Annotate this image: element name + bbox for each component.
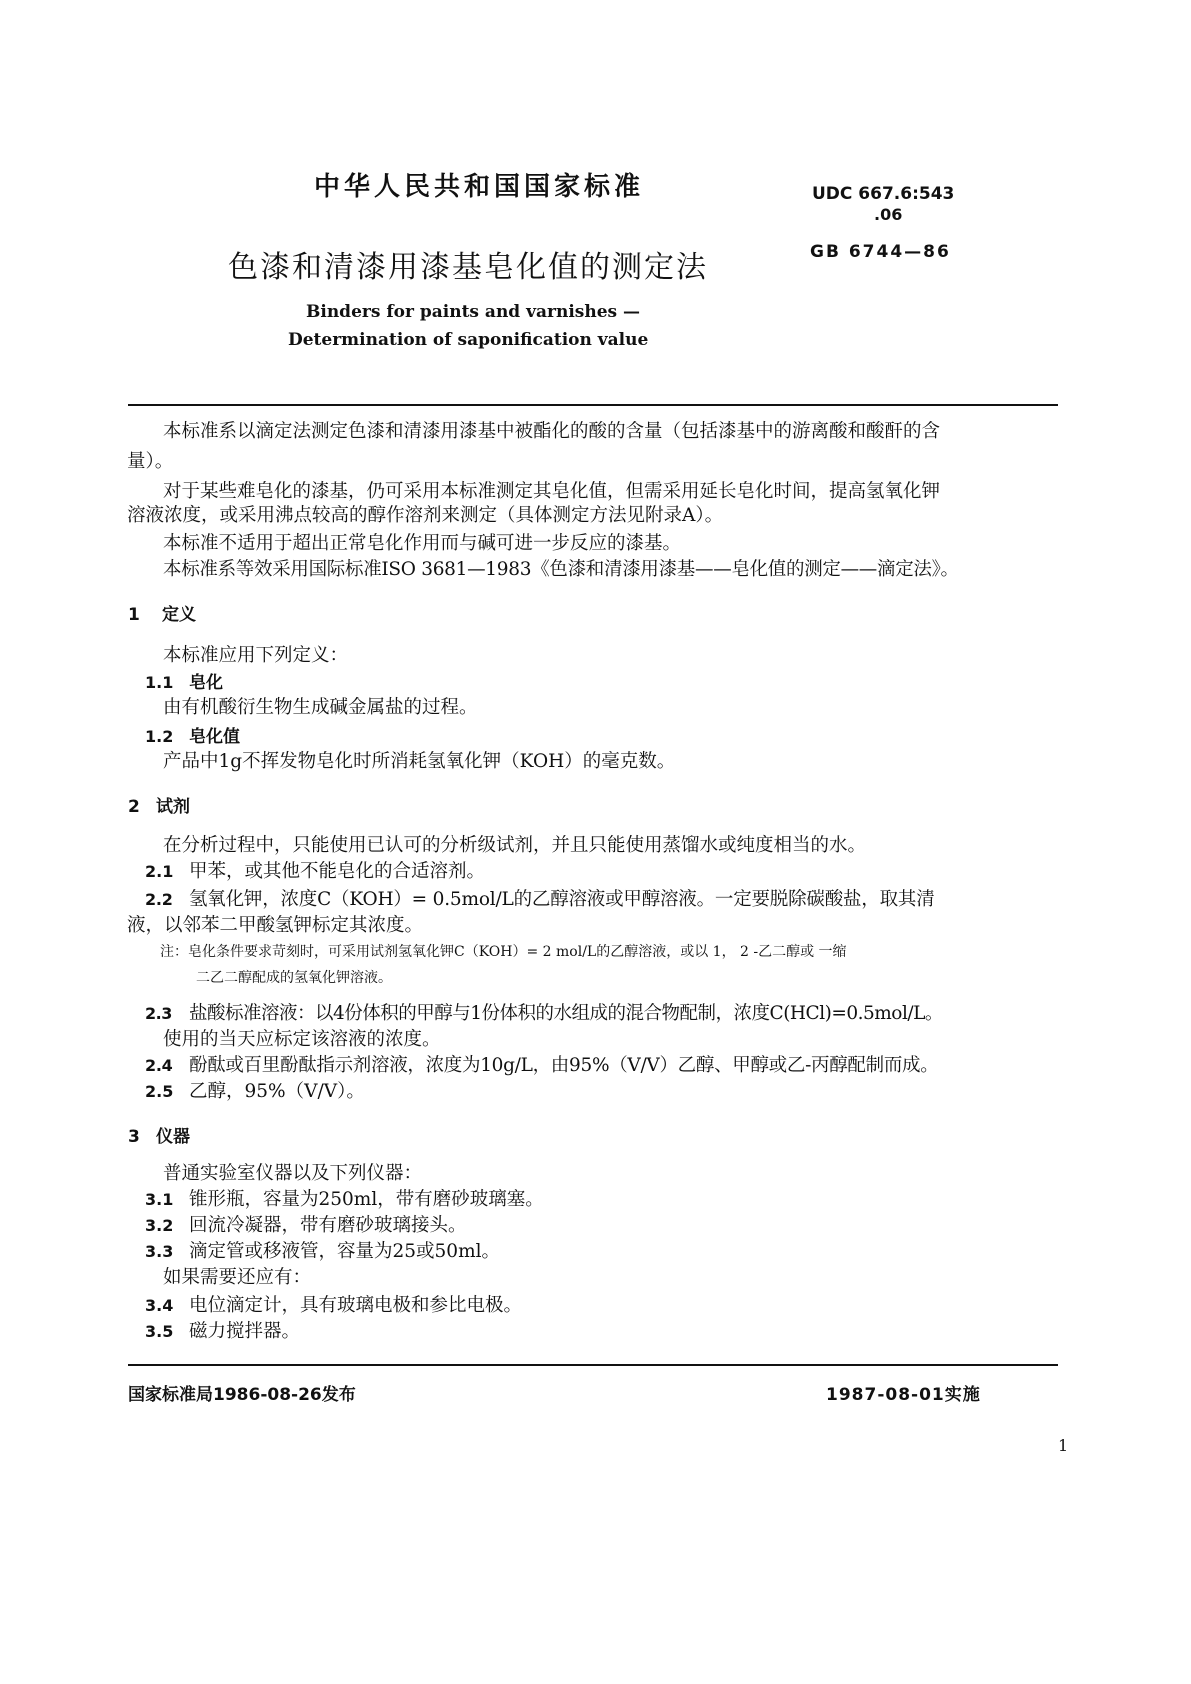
- section-number: 2: [128, 797, 140, 817]
- footer-rule: [128, 1364, 1058, 1366]
- section-2-lead: 在分析过程中，只能使用已认可的分析级试剂，并且只能使用蒸馏水或纯度相当的水。: [163, 835, 867, 856]
- english-title-line1: Binders for paints and varnishes —: [306, 302, 641, 322]
- note-line-2: 二乙二醇配成的氢氧化钾溶液。: [196, 970, 392, 986]
- document-title: 色漆和清漆用漆基皂化值的测定法: [228, 250, 708, 285]
- item-text: 氢氧化钾，浓度C（KOH）= 0.5mol/L的乙醇溶液或甲醇溶液。一定要脱除碳酸盐，取其清: [189, 889, 935, 910]
- intro-paragraph-2-cont: 溶液浓度，或采用沸点较高的醇作溶剂来测定（具体测定方法见附录A）。: [127, 505, 724, 526]
- section-title: 试剂: [156, 797, 190, 817]
- section-1-lead: 本标准应用下列定义：: [163, 645, 349, 666]
- item-number: 3.5: [145, 1322, 174, 1341]
- effective-date: 1987-08-01实施: [826, 1385, 981, 1405]
- item-3-1: [145, 1186, 544, 1214]
- item-text: 乙醇，95%（V/V）。: [189, 1081, 365, 1102]
- item-number: 2.1: [145, 862, 174, 881]
- item-text: 电位滴定计，具有玻璃电极和参比电极。: [189, 1295, 523, 1316]
- intro-paragraph-3: 本标准不适用于超出正常皂化作用而与碱可进一步反应的漆基。: [163, 533, 682, 554]
- subsection-1-1-heading: [145, 668, 223, 693]
- item-3-4: [145, 1292, 522, 1320]
- section-number: 3: [128, 1127, 140, 1147]
- item-3-5: [145, 1318, 300, 1346]
- issue-date: 国家标准局1986-08-26发布: [128, 1385, 356, 1405]
- item-2-2: [145, 886, 935, 914]
- english-title-line2: Determination of saponification value: [288, 330, 649, 350]
- item-text: 回流冷凝器，带有磨砂玻璃接头。: [189, 1215, 467, 1236]
- header-rule: [128, 404, 1058, 406]
- section-2-heading: [128, 792, 190, 817]
- subsection-number: 1.1: [145, 673, 174, 692]
- item-number: 3.3: [145, 1242, 174, 1261]
- item-number: 3.1: [145, 1190, 174, 1209]
- subsection-1-2-heading: [145, 722, 240, 747]
- item-number: 2.2: [145, 890, 173, 909]
- item-text: 甲苯，或其他不能皂化的合适溶剂。: [189, 861, 486, 882]
- intro-paragraph-1-cont: 量）。: [127, 451, 174, 472]
- gb-code: GB 6744—86: [810, 242, 951, 262]
- note-line-1: 注：皂化条件要求苛刻时，可采用试剂氢氧化钾C（KOH）= 2 mol/L的乙醇溶液，或以 1， 2 -乙二醇或 一缩: [160, 944, 847, 960]
- subsection-number: 1.2: [145, 727, 174, 746]
- section-number: 1: [128, 605, 140, 625]
- item-2-3-cont: 使用的当天应标定该溶液的浓度。: [163, 1029, 441, 1050]
- item-2-5: [145, 1078, 365, 1106]
- item-2-4: [145, 1052, 938, 1080]
- intro-paragraph-2: 对于某些难皂化的漆基，仍可采用本标准测定其皂化值，但需采用延长皂化时间，提高氢氧化钾: [163, 481, 941, 502]
- item-text: 盐酸标准溶液：以4份体积的甲醇与1份体积的水组成的混合物配制，浓度C(HCl)=0.5mol/L。: [189, 1003, 943, 1024]
- item-3-2: [145, 1212, 467, 1240]
- intro-paragraph-4: 本标准系等效采用国际标准ISO 3681—1983《色漆和清漆用漆基——皂化值的测定——滴定法》。: [163, 559, 959, 580]
- item-text: 锥形瓶，容量为250ml，带有磨砂玻璃塞。: [189, 1189, 544, 1210]
- subsection-1-1-text: 由有机酸衍生物生成碱金属盐的过程。: [163, 697, 478, 718]
- item-2-2-cont: 液，以邻苯二甲酸氢钾标定其浓度。: [127, 915, 424, 936]
- intro-paragraph-1: 本标准系以滴定法测定色漆和清漆用漆基中被酯化的酸的含量（包括漆基中的游离酸和酸酐的含: [163, 421, 941, 442]
- section-3-extra: 如果需要还应有：: [163, 1267, 312, 1288]
- section-title: 定义: [162, 605, 196, 625]
- item-number: 2.4: [145, 1056, 173, 1075]
- subsection-1-2-text: 产品中1g不挥发物皂化时所消耗氢氧化钾（KOH）的毫克数。: [163, 751, 676, 772]
- page-number: 1: [1058, 1436, 1069, 1455]
- section-1-heading: [128, 600, 196, 625]
- subsection-title: 皂化值: [189, 727, 240, 747]
- org-title: 中华人民共和国国家标准: [314, 172, 645, 202]
- item-text: 酚酞或百里酚酞指示剂溶液，浓度为10g/L，由95%（V/V）乙醇、甲醇或乙-丙醇配制而成。: [189, 1055, 939, 1076]
- subsection-title: 皂化: [189, 673, 223, 693]
- item-number: 2.3: [145, 1004, 172, 1023]
- item-text: 滴定管或移液管，容量为25或50ml。: [189, 1241, 501, 1262]
- section-title: 仪器: [156, 1127, 190, 1147]
- section-3-heading: [128, 1122, 190, 1147]
- item-text: 磁力搅拌器。: [189, 1321, 301, 1342]
- item-number: 3.4: [145, 1296, 174, 1315]
- udc-code: UDC 667.6:543: [812, 184, 955, 204]
- udc-code-continued: .06: [874, 205, 903, 224]
- item-2-3: [145, 1000, 943, 1028]
- section-3-lead: 普通实验室仪器以及下列仪器：: [163, 1163, 423, 1184]
- item-3-3: [145, 1238, 500, 1266]
- item-2-1: [145, 858, 485, 886]
- item-number: 2.5: [145, 1082, 174, 1101]
- item-number: 3.2: [145, 1216, 174, 1235]
